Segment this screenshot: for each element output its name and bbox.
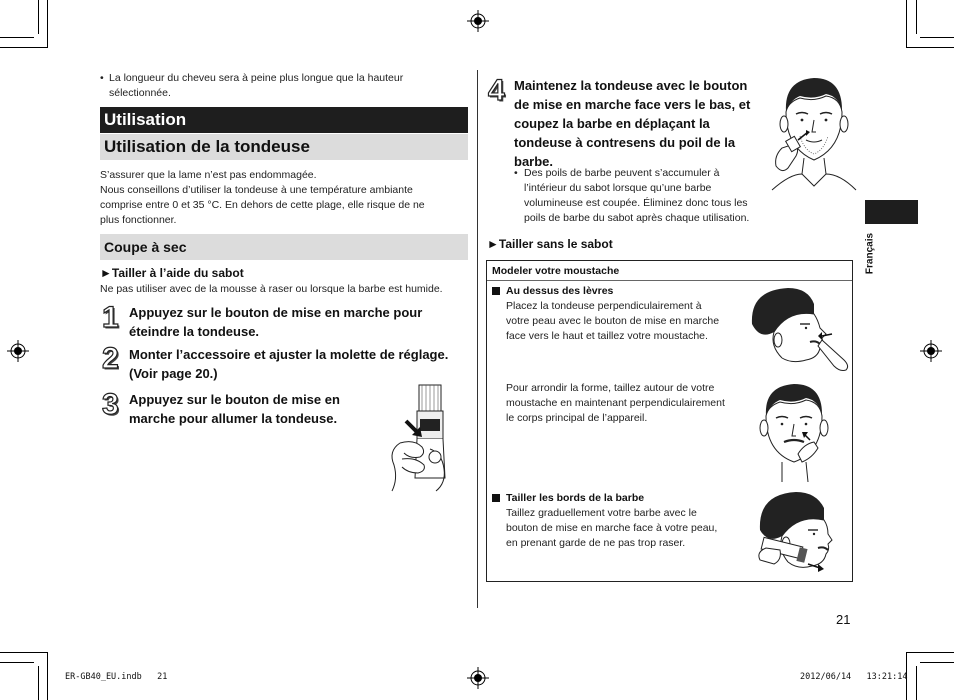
face-beard-illustration (770, 74, 858, 192)
profile-moustache-illustration-1 (748, 284, 852, 376)
language-tab-bar (865, 200, 918, 224)
box-title: Modeler votre moustache (492, 265, 620, 277)
intro-bullet: • La longueur du cheveu sera à peine plus longue que la hauteur sélectionnée. (100, 72, 404, 99)
subsection-title: Utilisation de la tondeuse (100, 134, 468, 160)
sub-heading-sabot: ►Tailler à l’aide du sabot (100, 266, 244, 280)
item1-text: Placez la tondeuse perpendiculairement à votre peau avec le bouton de mise en marche face vers le haut et taillez votre moustache. (506, 300, 720, 342)
trimmer-hand-illustration (380, 383, 455, 493)
footer-file-info: ER-GB40_EU.indb 21 (65, 672, 168, 682)
intro-paragraph: S’assurer que la lame n’est pas endommagée. Nous conseillons d’utiliser la tondeuse à une température ambiante comprise entre 0 et 35 °C. En dehors de cette plage, elle risque de ne plus fonctionner. (100, 169, 425, 226)
sub-heading-sans-sabot: ►Tailler sans le sabot (487, 237, 613, 251)
step-4-note: • Des poils de barbe peuvent s’accumuler à l’intérieur du sabot lorsque qu’une barbe volumineuse est coupée. Éliminez donc tous les poils de barbe du sabot après chaque utilisation. (514, 167, 750, 224)
registration-mark-left (7, 340, 29, 362)
sub-note: Ne pas utiliser avec de la mousse à raser ou lorsque la barbe est humide. (100, 283, 443, 295)
profile-beard-illustration-3 (752, 490, 852, 578)
front-moustache-illustration-2 (752, 382, 842, 486)
registration-mark-right (920, 340, 942, 362)
item3-text: Taillez graduellement votre barbe avec le bouton de mise en marche face à votre peau, en prenant garde de ne pas trop raser. (506, 507, 718, 549)
step-2-text: Monter l’accessoire et ajuster la molette de réglage. (Voir page 20.) (129, 347, 449, 381)
registration-mark-top (467, 10, 489, 32)
column-divider (477, 70, 478, 608)
step-1-text: Appuyez sur le bouton de mise en marche pour éteindre la tondeuse. (129, 305, 423, 339)
step-2-number: 2 (102, 342, 119, 375)
section-title: Utilisation (100, 107, 468, 133)
registration-mark-bottom (467, 667, 489, 689)
step-3-text: Appuyez sur le bouton de mise en marche pour allumer la tondeuse. (129, 392, 340, 426)
item2-text: Pour arrondir la forme, taillez autour de votre moustache en maintenant perpendiculairement le corps principal de l’appareil. (506, 382, 725, 424)
footer-timestamp: 2012/06/14 13:21:14 (800, 672, 908, 682)
item1-head: Au dessus des lèvres (492, 285, 613, 297)
step-3-number: 3 (102, 388, 119, 421)
language-tab-label: Français (864, 232, 876, 275)
box-title-rule (487, 280, 852, 281)
step-4-text: Maintenez la tondeuse avec le bouton de mise en marche face vers le bas, et coupez la barbe en déplaçant la tondeuse à contresens du poil de la barbe. (514, 78, 751, 169)
page-number: 21 (836, 612, 851, 627)
coupe-title: Coupe à sec (100, 234, 468, 260)
step-4-number: 4 (488, 74, 505, 107)
item3-head: Tailler les bords de la barbe (492, 492, 644, 504)
step-1-number: 1 (102, 301, 119, 334)
